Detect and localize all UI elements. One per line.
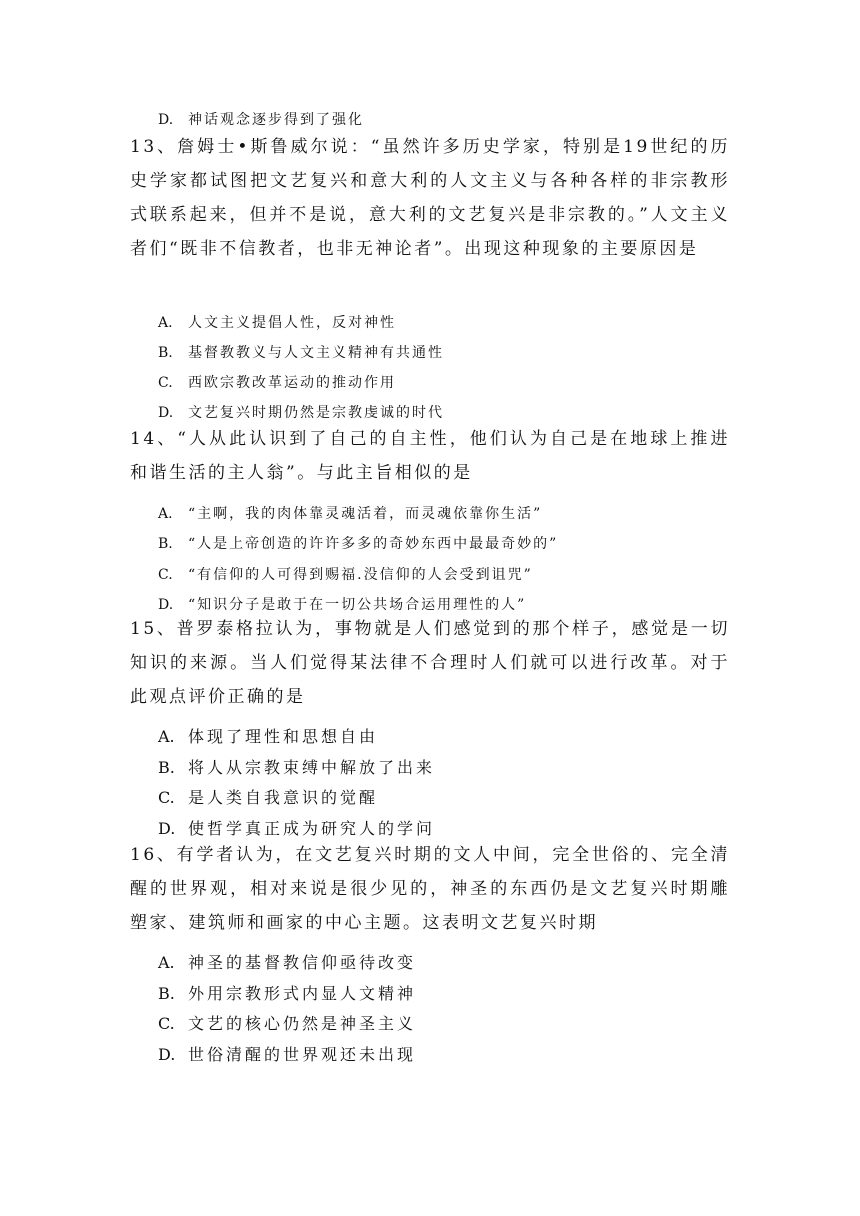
option-letter: C. xyxy=(158,1014,175,1033)
q15-option-a xyxy=(158,727,378,747)
option-letter: C. xyxy=(158,567,173,583)
option-text: “人是上帝创造的许许多多的奇妙东西中最最奇妙的” xyxy=(188,536,559,552)
q15-option-d xyxy=(158,819,435,839)
option-text: 西欧宗教改革运动的推动作用 xyxy=(188,375,396,391)
question-16-stem: 16、有学者认为，在文艺复兴时期的文人中间，完全世俗的、完全清醒的世界观，相对来说是很少见的，神圣的东西仍是文艺复兴时期雕塑家、建筑师和画家的中心主题。这表明文艺复兴时期 xyxy=(130,845,730,933)
option-text: “主啊，我的肉体靠灵魂活着，而灵魂依靠你生活” xyxy=(188,506,543,522)
q16-option-c xyxy=(158,1014,416,1034)
option-text: 体现了理性和思想自由 xyxy=(188,727,379,746)
option-letter: A. xyxy=(158,727,175,746)
option-text: “知识分子是敢于在一切公共场合运用理性的人” xyxy=(188,597,527,613)
option-text: 神话观念逐步得到了强化 xyxy=(188,112,364,128)
option-text: 是人类自我意识的觉醒 xyxy=(188,788,379,807)
option-text: 世俗清醒的世界观还未出现 xyxy=(188,1045,417,1064)
question-13-stem: 13、詹姆士•斯鲁威尔说：“虽然许多历史学家，特别是19世纪的历史学家都试图把文艺复兴和意大利的人文主义与各种各样的非宗教形式联系起来，但并不是说，意大利的文艺复兴是非宗教的。”人文主义者们“既非不信教者，也非无神论者”。出现这种现象的主要原因是 xyxy=(130,137,730,259)
q13-option-a xyxy=(158,313,396,333)
option-letter: A. xyxy=(158,953,175,972)
q16-option-b xyxy=(158,984,416,1004)
option-letter: B. xyxy=(158,536,173,552)
option-text: 神圣的基督教信仰亟待改变 xyxy=(188,953,417,972)
option-letter: C. xyxy=(158,375,173,391)
option-text: “有信仰的人可得到赐福.没信仰的人会受到诅咒” xyxy=(188,567,533,583)
option-text: 人文主义提倡人性，反对神性 xyxy=(188,315,396,331)
q15-option-b xyxy=(158,758,435,778)
option-letter: D. xyxy=(158,405,174,421)
q13-option-c xyxy=(158,373,396,393)
option-letter: A. xyxy=(158,506,173,522)
option-letter: D. xyxy=(158,819,176,838)
question-15-stem: 15、普罗泰格拉认为，事物就是人们感觉到的那个样子，感觉是一切知识的来源。当人们觉得某法律不合理时人们就可以进行改革。对于此观点评价正确的是 xyxy=(130,619,730,707)
option-text: 文艺复兴时期仍然是宗教虔诚的时代 xyxy=(188,405,444,421)
option-letter: B. xyxy=(158,758,175,777)
option-text: 文艺的核心仍然是神圣主义 xyxy=(188,1014,417,1033)
option-letter: C. xyxy=(158,788,175,807)
question-14-stem: 14、“人从此认识到了自己的自主性，他们认为自己是在地球上推进和谐生活的主人翁”。与此主旨相似的是 xyxy=(130,429,730,483)
q13-option-d xyxy=(158,403,444,423)
q12-option-d xyxy=(158,110,364,130)
q14-option-c xyxy=(158,565,533,585)
option-letter: D. xyxy=(158,1045,176,1064)
option-text: 使哲学真正成为研究人的学问 xyxy=(188,819,436,838)
option-letter: D. xyxy=(158,112,174,128)
q14-option-b xyxy=(158,534,558,554)
option-letter: D. xyxy=(158,597,174,613)
option-letter: B. xyxy=(158,345,173,361)
q15-option-c xyxy=(158,788,378,808)
option-letter: B. xyxy=(158,984,175,1003)
q14-option-a xyxy=(158,504,542,524)
q16-option-a xyxy=(158,953,416,973)
option-text: 基督教教义与人文主义精神有共通性 xyxy=(188,345,444,361)
q13-option-b xyxy=(158,343,444,363)
option-letter: A. xyxy=(158,315,173,331)
option-text: 外用宗教形式内显人文精神 xyxy=(188,984,417,1003)
option-text: 将人从宗教束缚中解放了出来 xyxy=(188,758,436,777)
q16-option-d xyxy=(158,1045,416,1065)
